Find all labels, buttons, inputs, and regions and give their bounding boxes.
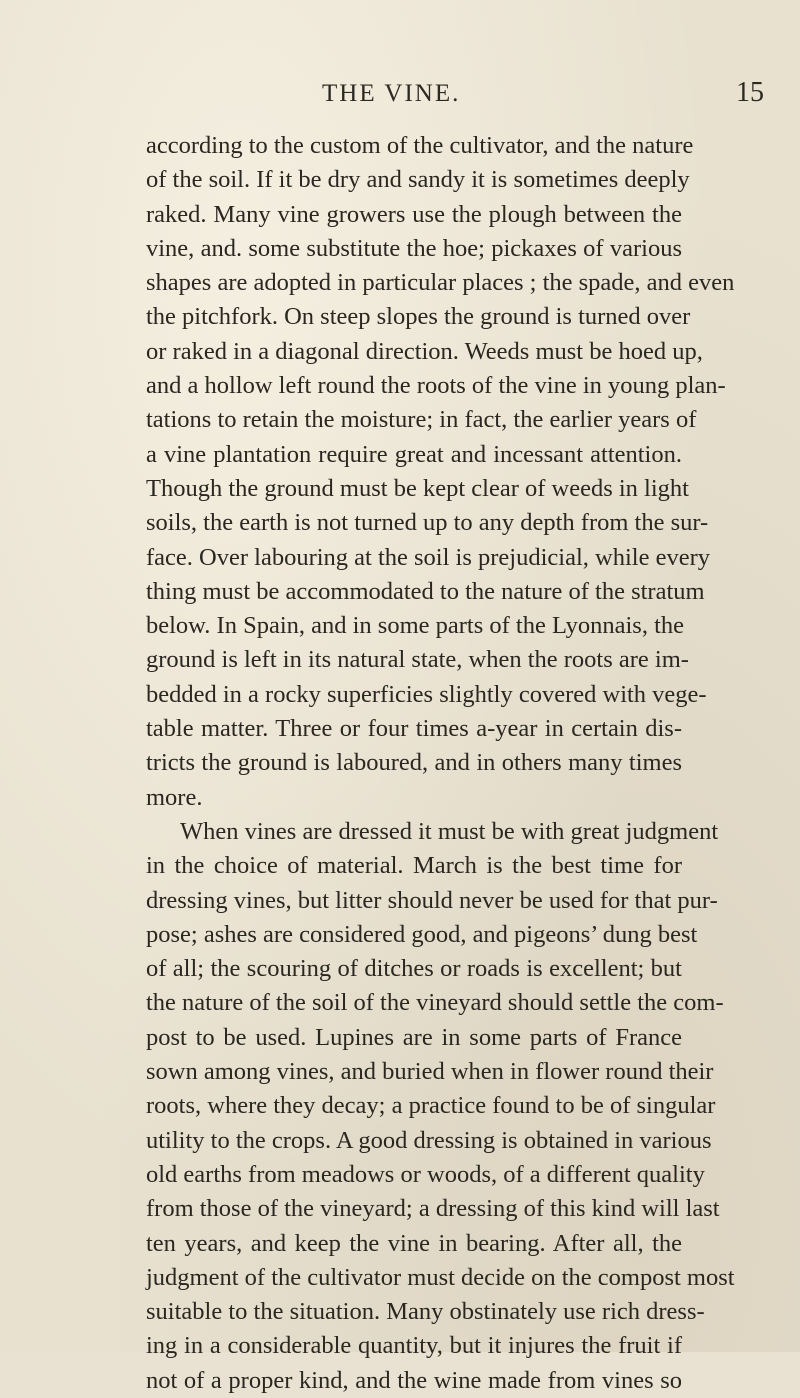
text-line: tations to retain the moisture; in fact, the earlier years of (146, 406, 697, 434)
text-line: soils, the earth is not turned up to any depth from the sur- (146, 509, 709, 537)
text-line: of all; the scouring of ditches or roads is excellent; but (146, 955, 682, 983)
text-line: ing in a considerable quantity, but it injures the fruit if (146, 1332, 682, 1360)
text-line: in the choice of material. March is the best time for (146, 852, 682, 880)
text-line: tricts the ground is laboured, and in others many times (146, 749, 682, 777)
text-line: more. (146, 783, 203, 811)
text-line: a vine plantation require great and incessant attention. (146, 440, 682, 468)
paragraph-2 (146, 815, 735, 1398)
text-line: of the soil. If it be dry and sandy it is sometimes deeply (146, 166, 690, 194)
text-line: below. In Spain, and in some parts of the Lyonnais, the (146, 612, 684, 640)
text-line: thing must be accommodated to the nature of the stratum (146, 577, 705, 605)
text-line: ground is left in its natural state, when the roots are im- (146, 646, 689, 674)
text-line: When vines are dressed it must be with great judgment (180, 817, 719, 845)
text-line: roots, where they decay; a practice found to be of singular (146, 1092, 716, 1120)
text-line: from those of the vineyard; a dressing of this kind will last (146, 1195, 720, 1223)
text-line: shapes are adopted in particular places ; the spade, and even (146, 269, 735, 297)
text-line: judgment of the cultivator must decide on the compost most (146, 1263, 735, 1291)
text-line: bedded in a rocky superficies slightly covered with vege- (146, 680, 707, 708)
text-line: not of a proper kind, and the wine made from vines so (146, 1366, 682, 1394)
text-line: the pitchfork. On steep slopes the ground is turned over (146, 303, 691, 331)
text-line: utility to the crops. A good dressing is obtained in various (146, 1126, 712, 1154)
text-line: table matter. Three or four times a-year in certain dis- (146, 715, 682, 743)
text-line: sown among vines, and buried when in flower round their (146, 1058, 714, 1086)
text-line: according to the custom of the cultivator, and the nature (146, 132, 694, 159)
body-text (146, 129, 735, 1398)
text-line: old earths from meadows or woods, of a different quality (146, 1160, 705, 1188)
text-line: suitable to the situation. Many obstinately use rich dress- (146, 1298, 705, 1326)
text-line: Though the ground must be kept clear of weeds in light (146, 474, 689, 502)
text-line: pose; ashes are considered good, and pigeons’ dung best (146, 920, 698, 948)
text-line: dressing vines, but litter should never be used for that pur- (146, 886, 718, 914)
running-title: THE VINE. (322, 80, 461, 107)
text-line: post to be used. Lupines are in some parts of France (146, 1023, 682, 1051)
text-line: face. Over labouring at the soil is prejudicial, while every (146, 543, 710, 571)
paragraph-1 (146, 129, 735, 815)
text-line: and a hollow left round the roots of the vine in young plan- (146, 372, 726, 400)
running-head (0, 77, 800, 120)
text-line: the nature of the soil of the vineyard should settle the com- (146, 989, 724, 1017)
text-line: ten years, and keep the vine in bearing. After all, the (146, 1229, 682, 1257)
page-number: 15 (736, 77, 764, 108)
text-line: raked. Many vine growers use the plough between the (146, 200, 682, 228)
text-line: or raked in a diagonal direction. Weeds must be hoed up, (146, 337, 703, 365)
text-line: vine, and. some substitute the hoe; pickaxes of various (146, 234, 682, 262)
